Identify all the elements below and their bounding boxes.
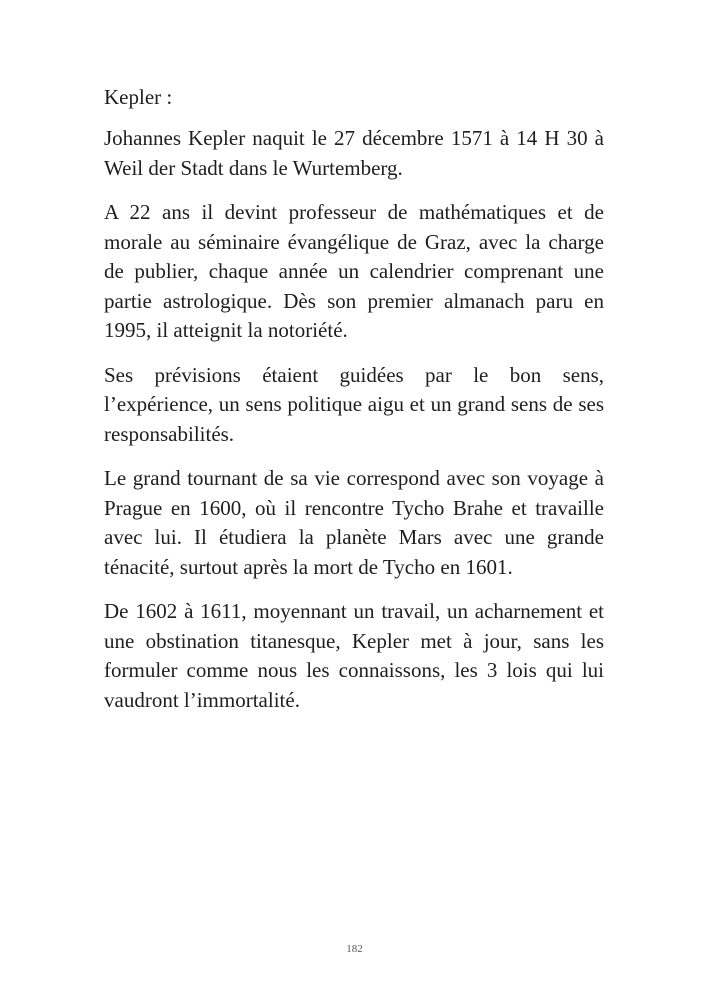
paragraph-prague: Le grand tournant de sa vie correspond avec son voyage à Prague en 1600, où il rencontre Tycho Brahe et travaille avec lui. Il étudiera la planète Mars avec une grande ténacité, surtout après la mort de Tycho en 1601. xyxy=(104,466,604,579)
section-heading: Kepler : xyxy=(104,85,173,109)
page-body xyxy=(104,82,604,730)
paragraph-birth: Johannes Kepler naquit le 27 décembre 1571 à 14 H 30 à Weil der Stadt dans le Wurtemberg. xyxy=(104,126,604,180)
page-number: 182 xyxy=(346,943,363,955)
paragraph-career: A 22 ans il devint professeur de mathématiques et de morale au séminaire évangélique de Graz, avec la charge de publier, chaque année un calendrier comprenant une partie astrologique. Dès son premier almanach paru en 1995, il atteignit la notoriété. xyxy=(104,200,604,342)
paragraph-predictions: Ses prévisions étaient guidées par le bon sens, l’expérience, un sens politique aigu et un grand sens de ses responsabilités. xyxy=(104,362,604,446)
paragraph-laws: De 1602 à 1611, moyennant un travail, un acharnement et une obstination titanesque, Kepler met à jour, sans les formuler comme nous les connaissons, les 3 lois qui lui vaudront l’immortalité. xyxy=(104,599,604,712)
